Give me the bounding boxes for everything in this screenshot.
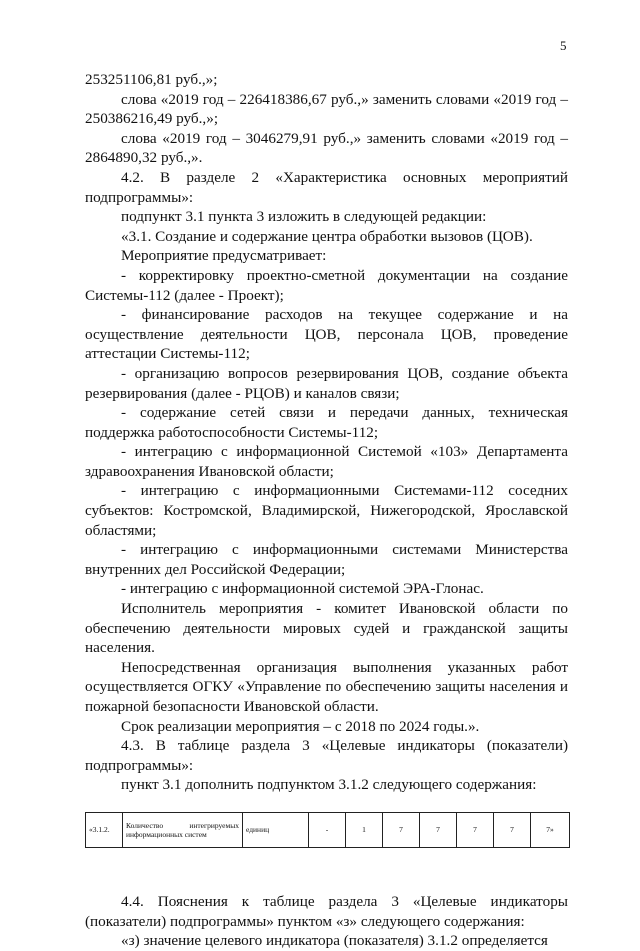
paragraph: «3.1. Создание и содержание центра обработки вызовов (ЦОВ). xyxy=(121,227,533,245)
indicator-name: Количество интегрируемых информационных систем xyxy=(123,812,243,847)
paragraph: - корректировку проектно-сметной документации на создание Системы-112 (далее - Проект); xyxy=(85,266,568,304)
paragraph: Срок реализации мероприятия – с 2018 по 2024 годы.». xyxy=(121,717,480,735)
indicator-number: «3.1.2. xyxy=(86,812,123,847)
indicator-value: 7 xyxy=(420,812,457,847)
paragraph: Непосредственная организация выполнения указанных работ осуществляется ОГКУ «Управление по обеспечению защиты населения и пожарной безопасности Ивановской области. xyxy=(85,658,568,715)
indicator-unit: единиц xyxy=(243,812,309,847)
paragraph: Мероприятие предусматривает: xyxy=(121,247,327,265)
paragraph: 4.4. Пояснения к таблице раздела 3 «Целевые индикаторы (показатели) подпрограммы» пунктом «з» следующего содержания: xyxy=(85,892,568,930)
paragraph: - интеграцию с информационными системами Министерства внутренних дел Российской Федерации; xyxy=(85,541,568,578)
paragraph: 4.2. В разделе 2 «Характеристика основных мероприятий подпрограммы»: xyxy=(85,168,568,206)
paragraph: слова «2019 год – 3046279,91 руб.,» заменить словами «2019 год – 2864890,32 руб.,». xyxy=(85,129,568,167)
indicator-value: - xyxy=(309,812,346,847)
page-number: 5 xyxy=(560,38,567,53)
document-body xyxy=(85,70,568,951)
body-text-bottom xyxy=(85,892,568,951)
target-indicators-table xyxy=(85,812,570,848)
indicator-value: 7 xyxy=(494,812,531,847)
paragraph: - интеграцию с информационной Системой «103» Департамента здравоохранения Ивановской области; xyxy=(85,443,568,480)
indicator-value: 1 xyxy=(346,812,383,847)
paragraph: «з) значение целевого индикатора (показателя) 3.1.2 определяется xyxy=(121,932,548,950)
indicator-value: 7 xyxy=(457,812,494,847)
paragraph: подпункт 3.1 пункта 3 изложить в следующей редакции: xyxy=(121,208,487,226)
body-text-top xyxy=(85,70,568,795)
paragraph: - финансирование расходов на текущее содержание и на осуществление деятельности ЦОВ, персонала ЦОВ, проведение аттестации Системы-112; xyxy=(85,306,568,363)
paragraph: слова «2019 год – 226418386,67 руб.,» заменить словами «2019 год – 250386216,49 руб.,»; xyxy=(85,90,568,128)
paragraph: - содержание сетей связи и передачи данных, техническая поддержка работоспособности Системы-112; xyxy=(85,404,568,441)
paragraph: пункт 3.1 дополнить подпунктом 3.1.2 следующего содержания: xyxy=(121,776,537,794)
paragraph: 4.3. В таблице раздела 3 «Целевые индикаторы (показатели) подпрограммы»: xyxy=(85,737,568,774)
paragraph: - интеграцию с информационной системой ЭРА-Глонас. xyxy=(121,580,484,598)
paragraph: - интеграцию с информационными Системами-112 соседних субъектов: Костромской, Владимирской, Нижегородской, Ярославской областями; xyxy=(85,482,568,539)
paragraph: - организацию вопросов резервирования ЦОВ, создание объекта резервирования (далее - РЦОВ) и каналов связи; xyxy=(85,364,568,402)
paragraph: Исполнитель мероприятия - комитет Ивановской области по обеспечению деятельности мировых судей и гражданской защиты населения. xyxy=(85,600,568,657)
indicator-value: 7 xyxy=(383,812,420,847)
paragraph: 253251106,81 руб.,»; xyxy=(85,71,218,88)
indicator-value: 7» xyxy=(531,812,570,847)
table-row xyxy=(86,812,570,847)
